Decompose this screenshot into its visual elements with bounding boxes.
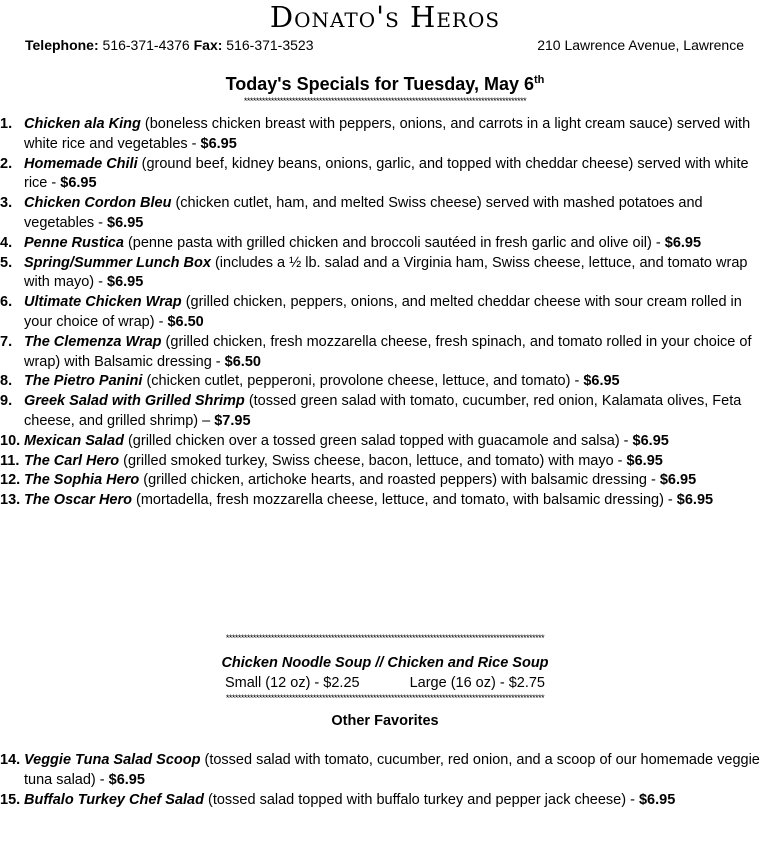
menu-item-price: $6.95 [664,234,702,251]
menu-item-name: The Carl Hero [24,452,120,469]
soup-separator-top: ********************************************************************************************************** [225,634,545,643]
menu-item [0,452,768,472]
specials-heading-text: Today's Specials for Tuesday, May 6 [225,74,534,94]
menu-item [0,751,768,791]
menu-item-description: (grilled chicken, peppers, onions, and melted cheddar cheese with sour cream rolled in your choice of wrap) - [24,294,742,330]
menu-item-number: 2. [0,155,13,172]
menu-item [0,392,768,432]
menu-item-price: $6.95 [107,214,144,231]
menu-item-number: 10. [0,432,21,449]
menu-item [0,432,768,452]
menu-item-name: Ultimate Chicken Wrap [24,294,182,311]
menu-item [0,194,768,234]
menu-item-name: Mexican Salad [24,432,124,449]
menu-item [0,155,768,195]
menu-item [0,372,768,392]
favorites-heading: Other Favorites [331,713,439,729]
menu-item-description: (ground beef, kidney beans, onions, garlic, and topped with cheddar cheese) served with white rice - [24,155,749,192]
menu-item-price: $6.95 [583,373,620,390]
soup-heading: Chicken Noodle Soup // Chicken and Rice Soup [221,655,549,671]
soup-sizes [0,673,770,693]
menu-item-price: $6.95 [638,791,676,808]
address: 210 Lawrence Avenue, Lawrence [537,37,744,53]
menu-item-price: $6.95 [60,175,97,192]
menu-item-description: (tossed salad topped with buffalo turkey and pepper jack cheese) - [203,791,639,808]
menu-item-number: 5. [0,254,13,271]
menu-item [0,293,768,333]
menu-item [0,254,768,294]
favorites-list [0,751,768,810]
menu-item-description: (penne pasta with grilled chicken and broccoli sautéed in fresh garlic and olive oil) - [123,234,665,251]
menu-item-price: $6.95 [632,432,669,449]
menu-item-price: $6.95 [108,771,145,788]
menu-item-price: $7.95 [214,412,251,429]
fax-number: 516-371-3523 [226,37,314,53]
menu-item [0,333,768,373]
menu-item-description: (chicken cutlet, ham, and melted Swiss cheese) served with mashed potatoes and vegetables - [24,195,703,231]
menu-item-name: The Pietro Panini [24,373,143,390]
menu-item-name: The Clemenza Wrap [24,333,162,350]
telephone-label: Telephone: [25,37,99,53]
menu-item-number: 6. [0,294,13,311]
specials-separator: ********************************************************************************************** [243,97,527,106]
menu-item-price: $6.95 [626,452,663,469]
menu-item-price: $6.95 [200,135,237,152]
menu-item-price: $6.50 [224,353,261,370]
menu-item-number: 7. [0,333,13,350]
specials-list [0,115,768,511]
menu-item-description: (grilled smoked turkey, Swiss cheese, bacon, lettuce, and tomato) with mayo - [119,452,627,469]
menu-item-name: Homemade Chili [24,155,138,172]
menu-item [0,791,768,811]
menu-item-description: (boneless chicken breast with peppers, onions, and carrots in a light cream sauce) served with white rice and vegetables - [24,116,751,152]
menu-item-description: (grilled chicken over a tossed green salad topped with guacamole and salsa) - [123,432,633,449]
menu-item-number: 3. [0,195,13,212]
menu-item-name: Veggie Tuna Salad Scoop [24,752,201,768]
menu-item-number: 13. [0,492,21,509]
menu-item-name: The Sophia Hero [24,472,140,489]
menu-item-description: (mortadella, fresh mozzarella cheese, lettuce, and tomato, with balsamic dressing) - [132,492,677,509]
menu-item-description: (grilled chicken, artichoke hearts, and roasted peppers) with balsamic dressing - [139,472,660,489]
menu-item-description: (includes a ½ lb. salad and a Virginia ham, Swiss cheese, lettuce, and tomato wrap with mayo) - [24,254,748,291]
menu-item-number: 9. [0,393,13,410]
specials-heading [0,68,770,96]
menu-item [0,115,768,155]
menu-item-number: 15. [0,791,21,808]
menu-item-price: $6.50 [167,313,204,330]
menu-item-name: The Oscar Hero [24,492,132,509]
menu-item-price: $6.95 [107,274,144,291]
menu-item [0,471,768,491]
menu-item-name: Chicken ala King [24,116,141,132]
restaurant-title: Donato's Heros [269,0,501,34]
menu-item-number: 12. [0,472,21,489]
soup-separator-bottom: ********************************************************************************************************** [225,694,545,703]
menu-item-description: (tossed salad with tomato, cucumber, red onion, and a scoop of our homemade veggie tuna salad) - [24,752,760,788]
menu-item [0,234,768,254]
menu-item-name: Greek Salad with Grilled Shrimp [24,393,245,410]
soup-small-price: Small (12 oz) - $2.25 [224,675,360,691]
menu-item-number: 1. [0,116,13,132]
menu-item-number: 8. [0,373,13,390]
menu-item [0,491,768,511]
menu-item-description: (chicken cutlet, pepperoni, provolone cheese, lettuce, and tomato) - [142,373,584,390]
specials-heading-suffix: th [534,74,545,86]
menu-item-name: Chicken Cordon Bleu [24,195,172,212]
menu-item-number: 11. [0,452,20,469]
menu-item-price: $6.95 [676,492,714,509]
fax-label: Fax: [193,37,223,53]
menu-item-number: 4. [0,234,13,251]
menu-item-name: Spring/Summer Lunch Box [24,254,211,271]
menu-item-number: 14. [0,752,21,768]
menu-item-description: (grilled chicken, fresh mozzarella cheese, fresh spinach, and tomato rolled in your choice of wrap) with Balsamic dressing - [24,333,752,370]
soup-large-price: Large (16 oz) - $2.75 [409,675,545,691]
menu-item-name: Buffalo Turkey Chef Salad [24,791,204,808]
contact-line [25,36,313,54]
menu-item-name: Penne Rustica [24,234,124,251]
menu-item-description: (tossed green salad with tomato, cucumber, red onion, Kalamata olives, Feta cheese, and grilled shrimp) – [24,393,742,429]
menu-item-price: $6.95 [659,472,697,489]
telephone-number: 516-371-4376 [102,37,190,53]
